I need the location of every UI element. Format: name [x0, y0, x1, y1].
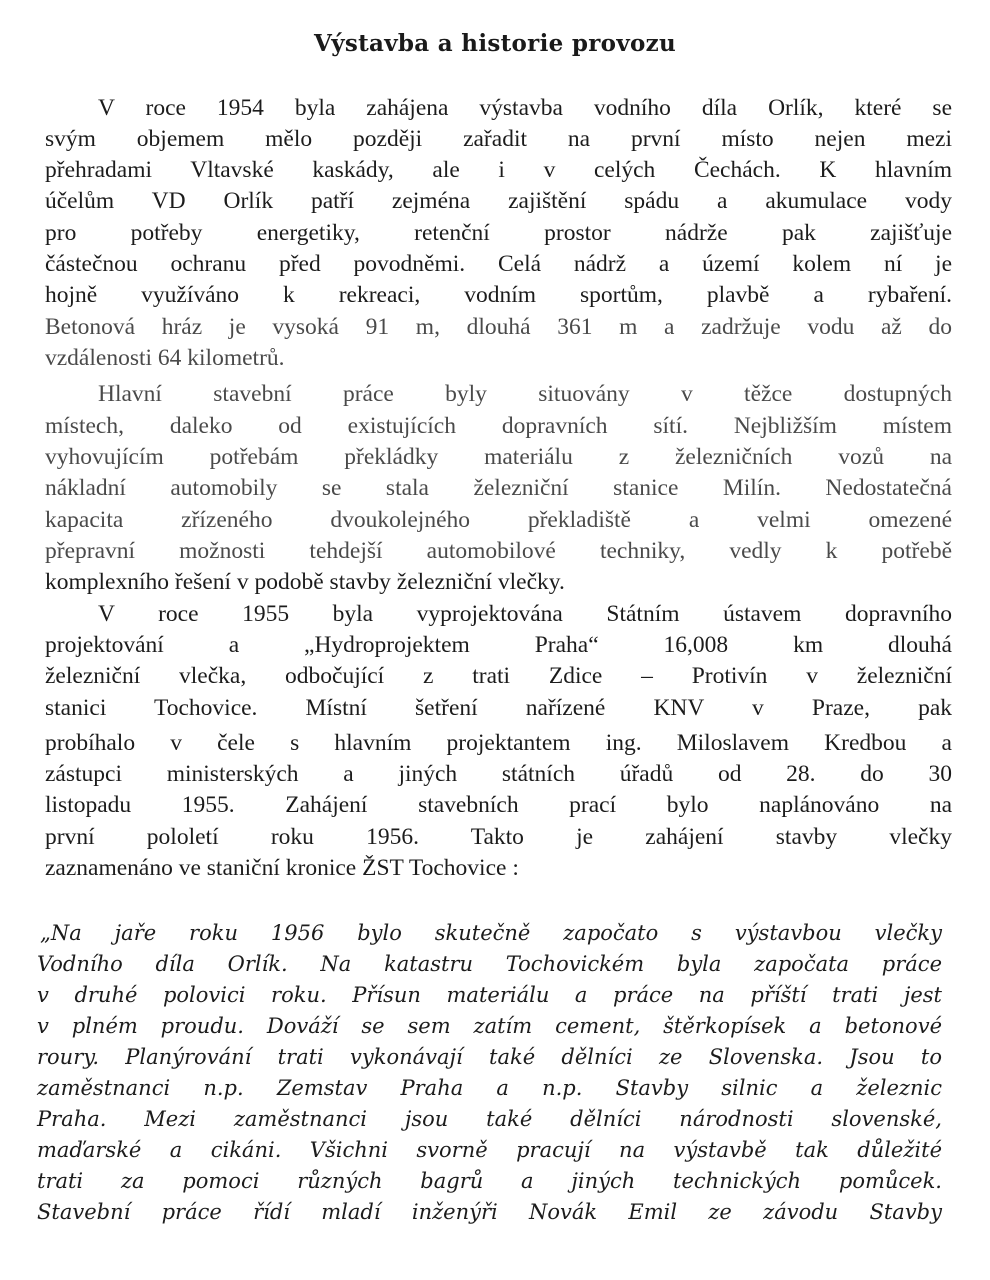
text-line: V roce 1955 byla vyprojektována Státním ústavem dopravního — [98, 601, 952, 627]
text-line: zástupci ministerských a jiných státních úřadů od 28. do 30 — [45, 761, 952, 787]
text-line: listopadu 1955. Zahájení stavebních prací bylo naplánováno na — [45, 792, 952, 818]
text-line: hojně využíváno k rekreaci, vodním sportům, plavbě a rybaření. — [45, 282, 952, 308]
text-line: účelům VD Orlík patří zejména zajištění spádu a akumulace vody — [45, 188, 952, 214]
quote-line: Praha. Mezi zaměstnanci jsou také dělníci národnosti slovenské, — [37, 1107, 942, 1131]
text-line: Hlavní stavební práce byly situovány v těžce dostupných — [98, 381, 952, 407]
quote-line: „Na jaře roku 1956 bylo skutečně započato s výstavbou vlečky — [40, 921, 942, 945]
text-line: stanici Tochovice. Místní šetření nařízené KNV v Praze, pak — [45, 695, 952, 721]
text-line: první pololetí roku 1956. Takto je zahájení stavby vlečky — [45, 824, 952, 850]
text-line: V roce 1954 byla zahájena výstavba vodního díla Orlík, které se — [98, 95, 952, 121]
text-line: svým objemem mělo později zařadit na první místo nejen mezi — [45, 126, 952, 152]
text-line: kapacita zřízeného dvoukolejného překladiště a velmi omezené — [45, 507, 952, 533]
text-line: vyhovujícím potřebám překládky materiálu z železničních vozů na — [45, 444, 952, 470]
quote-line: maďarské a cikáni. Všichni svorně pracují na výstavbě tak důležité — [37, 1138, 942, 1162]
text-line: vzdálenosti 64 kilometrů. — [45, 345, 285, 371]
quote-line: zaměstnanci n.p. Zemstav Praha a n.p. Stavby silnic a železnic — [37, 1076, 942, 1100]
quote-line: Vodního díla Orlík. Na katastru Tochovickém byla započata práce — [37, 952, 942, 976]
quote-line: v plném proudu. Dováží se sem zatím cement, štěrkopísek a betonové — [37, 1014, 942, 1038]
text-line: železniční vlečka, odbočující z trati Zdice – Protivín v železniční — [45, 663, 952, 689]
text-line: pro potřeby energetiky, retenční prostor nádrže pak zajišťuje — [45, 220, 952, 246]
text-line: zaznamenáno ve staniční kronice ŽST Tochovice : — [45, 855, 519, 881]
text-line: přehradami Vltavské kaskády, ale i v celých Čechách. K hlavním — [45, 157, 952, 183]
text-line: místech, daleko od existujících dopravních sítí. Nejbližším místem — [45, 413, 952, 439]
text-line: přepravní možnosti tehdejší automobilové techniky, vedly k potřebě — [45, 538, 952, 564]
quote-line: Stavební práce řídí mladí inženýři Novák Emil ze závodu Stavby — [37, 1200, 942, 1224]
document-title: Výstavba a historie provozu — [313, 30, 677, 57]
text-line: komplexního řešení v podobě stavby železniční vlečky. — [45, 569, 565, 595]
text-line: projektování a „Hydroprojektem Praha“ 16,008 km dlouhá — [45, 632, 952, 658]
quote-line: v druhé polovici roku. Přísun materiálu a práce na příští trati jest — [37, 983, 942, 1007]
quote-line: roury. Planýrování trati vykonávají také dělníci ze Slovenska. Jsou to — [37, 1045, 942, 1069]
quote-line: trati za pomoci různých bagrů a jiných technických pomůcek. — [37, 1169, 942, 1193]
text-line: Betonová hráz je vysoká 91 m, dlouhá 361 m a zadržuje vodu až do — [45, 314, 952, 340]
text-line: částečnou ochranu před povodněmi. Celá nádrž a území kolem ní je — [45, 251, 952, 277]
text-line: probíhalo v čele s hlavním projektantem ing. Miloslavem Kredbou a — [45, 730, 952, 756]
text-line: nákladní automobily se stala železniční stanice Milín. Nedostatečná — [45, 475, 952, 501]
